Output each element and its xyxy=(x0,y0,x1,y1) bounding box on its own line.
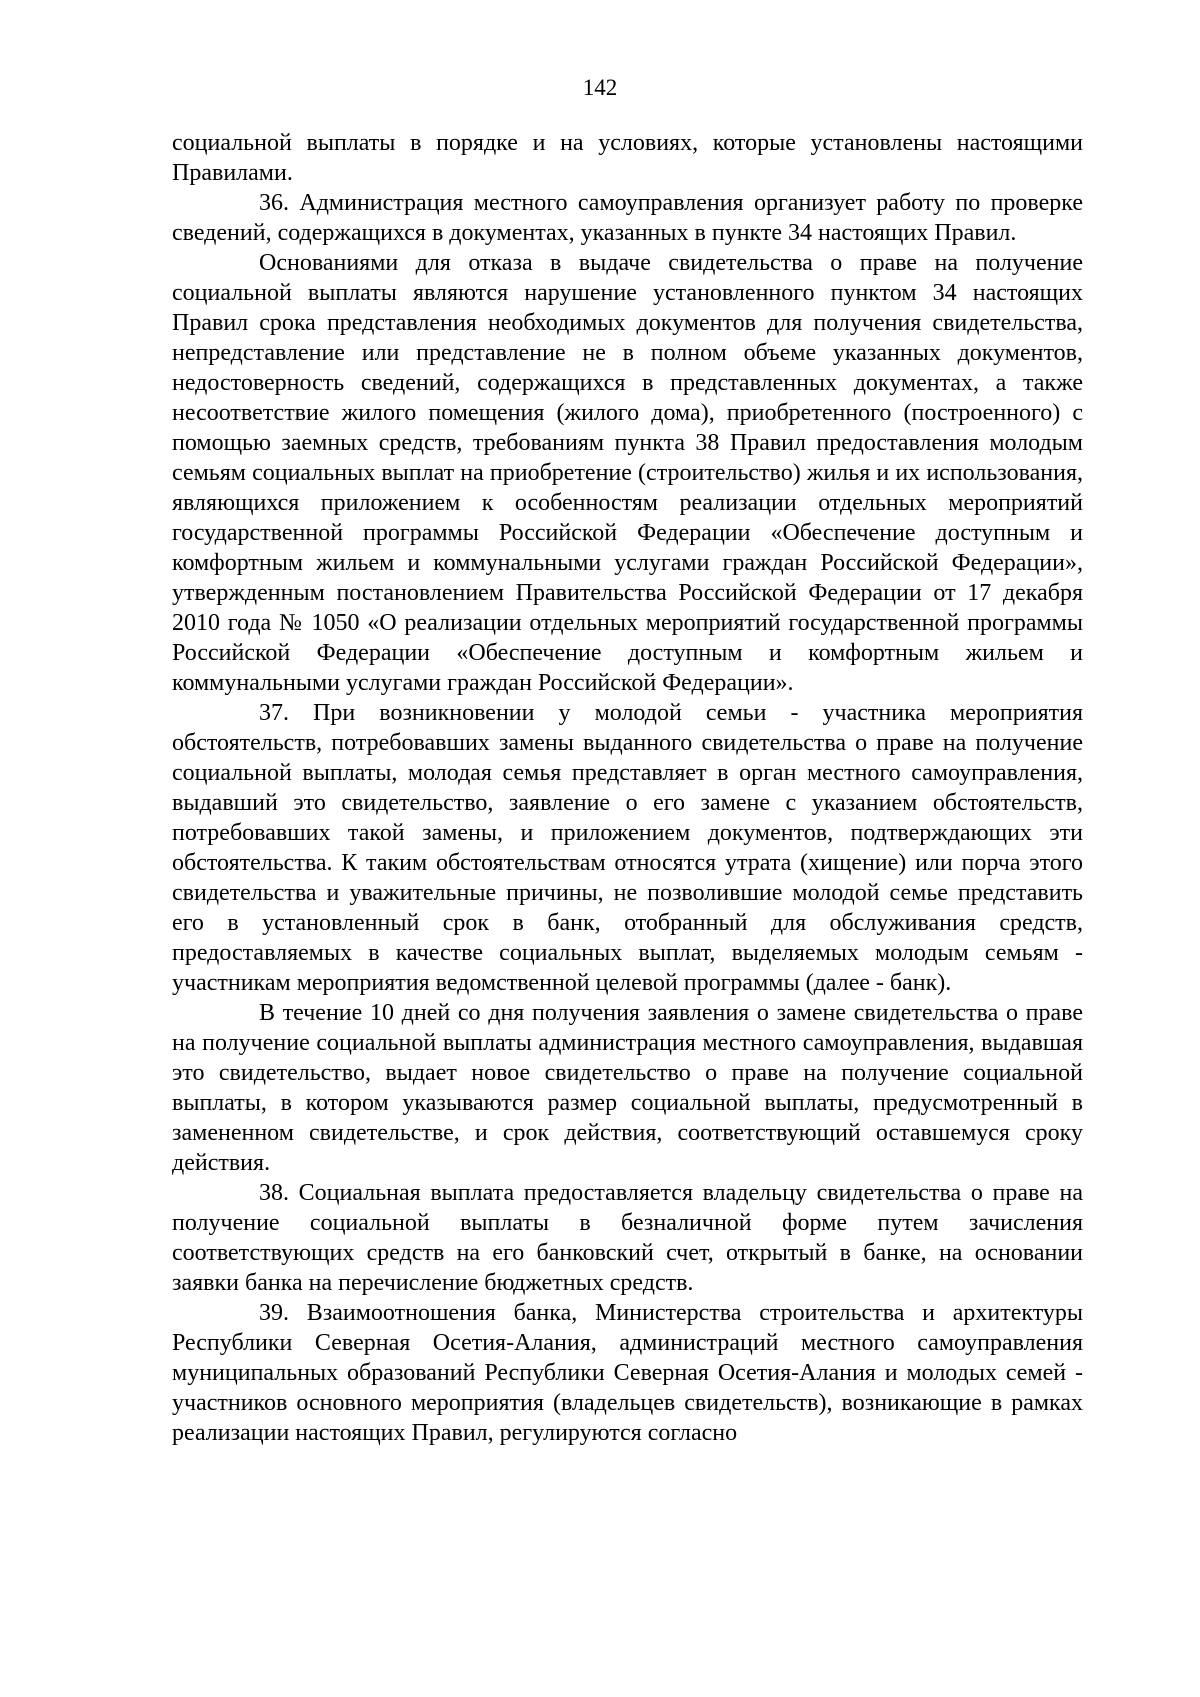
paragraph-38: 38. Социальная выплата предоставляется владельцу свидетельства о праве на получение социальной выплаты в безналичной форме путем зачисления соответствующих средств на его банковский счет, открытый в банке, на основании заявки банка на перечисление бюджетных средств. xyxy=(172,1180,1083,1296)
paragraph-refusal-grounds: Основаниями для отказа в выдаче свидетельства о праве на получение социальной выплаты являются нарушение установленного пунктом 34 настоящих Правил срока представления необходимых документов для получения свидетельства, непредставление или представление не в полном объеме указанных документов, недостоверность сведений, содержащихся в представленных документах, а также несоответствие жилого помещения (жилого дома), приобретенного (построенного) с помощью заемных средств, требованиям пункта 38 Правил предоставления молодым семьям социальных выплат на приобретение (строительство) жилья и их использования, являющихся приложением к особенностям реализации отдельных мероприятий государственной программы Российской Федерации «Обеспечение доступным и комфортным жильем и коммунальными услугами граждан Российской Федерации», утвержденным постановлением Правительства Российской Федерации от 17 декабря 2010 года № 1050 «О реализации отдельных мероприятий государственной программы Российской Федерации «Обеспечение доступным и комфортным жильем и коммунальными услугами граждан Российской Федерации». xyxy=(172,250,1083,696)
document-body xyxy=(172,128,1083,1448)
paragraph-39: 39. Взаимоотношения банка, Министерства строительства и архитектуры Республики Северная Осетия-Алания, администраций местного самоуправления муниципальных образований Республики Северная Осетия-Алания и молодых семей - участников основного мероприятия (владельцев свидетельств), возникающие в рамках реализации настоящих Правил, регулируются согласно xyxy=(172,1300,1083,1446)
paragraph-37: 37. При возникновении у молодой семьи - участника мероприятия обстоятельств, потребовавших замены выданного свидетельства о праве на получение социальной выплаты, молодая семья представляет в орган местного самоуправления, выдавший это свидетельство, заявление о его замене с указанием обстоятельств, потребовавших такой замены, и приложением документов, подтверждающих эти обстоятельства. К таким обстоятельствам относятся утрата (хищение) или порча этого свидетельства и уважительные причины, не позволившие молодой семье представить его в установленный срок в банк, отобранный для обслуживания средств, предоставляемых в качестве социальных выплат, выделяемых молодым семьям - участникам мероприятия ведомственной целевой программы (далее - банк). xyxy=(172,700,1083,996)
paragraph-replacement-term: В течение 10 дней со дня получения заявления о замене свидетельства о праве на получение социальной выплаты администрация местного самоуправления, выдавшая это свидетельство, выдает новое свидетельство о праве на получение социальной выплаты, в котором указываются размер социальной выплаты, предусмотренный в замененном свидетельстве, и срок действия, соответствующий оставшемуся сроку действия. xyxy=(172,1000,1083,1176)
page-number: 142 xyxy=(582,75,618,100)
paragraph-36: 36. Администрация местного самоуправления организует работу по проверке сведений, содержащихся в документах, указанных в пункте 34 настоящих Правил. xyxy=(172,190,1083,246)
paragraph-continuation: социальной выплаты в порядке и на условиях, которые установлены настоящими Правилами. xyxy=(172,130,1083,186)
